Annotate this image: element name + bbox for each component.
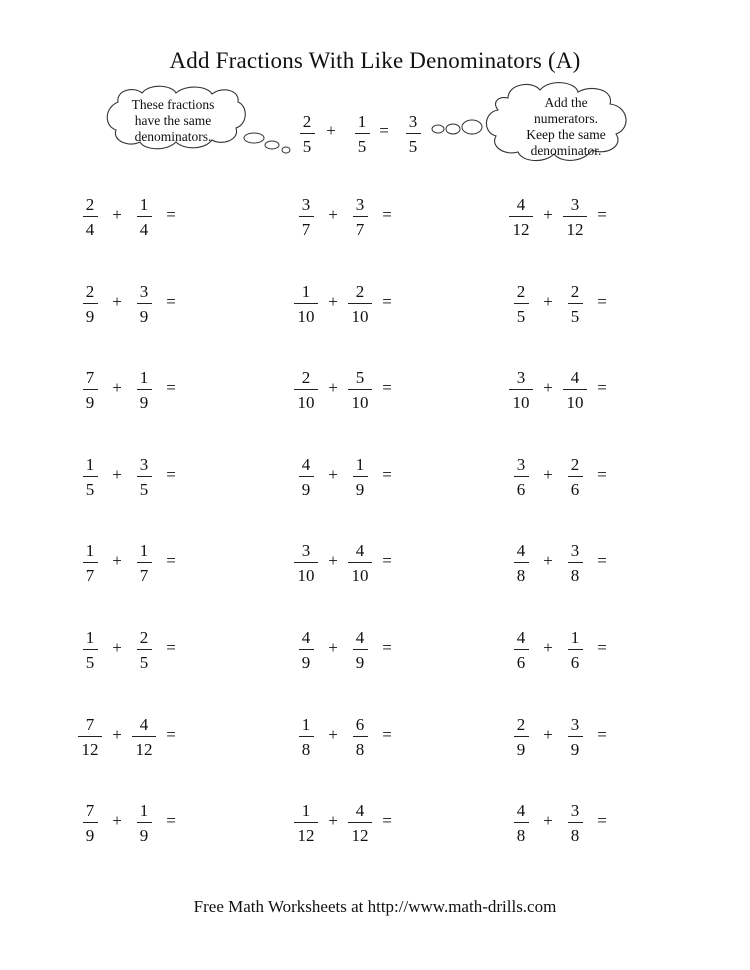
worksheet-title: Add Fractions With Like Denominators (A) (169, 48, 581, 73)
equals-sign: = (382, 205, 392, 224)
denominator: 12 (297, 826, 315, 845)
numerator: 2 (85, 195, 95, 214)
fraction-b (343, 800, 377, 846)
denominator: 6 (516, 653, 526, 672)
fraction-bar (355, 133, 370, 134)
plus-sign: + (112, 725, 122, 744)
denominator: 10 (297, 307, 315, 326)
equals-sign: = (382, 551, 392, 570)
plus-sign: + (543, 725, 553, 744)
numerator: 4 (301, 628, 311, 647)
equals-sign: = (597, 292, 607, 311)
fraction-a (73, 540, 107, 586)
denominator: 12 (351, 826, 369, 845)
equals-sign: = (166, 465, 176, 484)
denominator: 9 (570, 740, 580, 759)
denominator: 5 (302, 137, 312, 156)
fraction-bar (83, 389, 98, 390)
equals-sign: = (166, 811, 176, 830)
numerator: 4 (355, 541, 365, 560)
fraction-bar (299, 649, 314, 650)
equals-sign: = (382, 811, 392, 830)
equals-sign: = (597, 205, 607, 224)
fraction-a (73, 281, 107, 327)
fraction-bar (514, 736, 529, 737)
numerator: 4 (516, 801, 526, 820)
denominator: 9 (301, 480, 311, 499)
fraction-bar (509, 389, 533, 390)
denominator: 7 (139, 566, 149, 585)
fraction-a (73, 454, 107, 500)
denominator: 10 (512, 393, 530, 412)
fraction-bar (568, 822, 583, 823)
numerator: 3 (570, 801, 580, 820)
numerator: 4 (355, 801, 365, 820)
plus-sign: + (112, 551, 122, 570)
fraction-bar (83, 822, 98, 823)
fraction-a (504, 714, 538, 760)
fraction-a (289, 194, 323, 240)
fraction-b (558, 367, 592, 413)
fraction-bar (299, 216, 314, 217)
fraction-b (127, 540, 161, 586)
equals-sign: = (597, 465, 607, 484)
denominator: 9 (85, 826, 95, 845)
denominator: 5 (139, 480, 149, 499)
fraction-b (127, 194, 161, 240)
fraction-a (504, 800, 538, 846)
denominator: 8 (570, 566, 580, 585)
equals-sign: = (379, 121, 389, 140)
denominator: 9 (355, 480, 365, 499)
numerator: 2 (355, 282, 365, 301)
denominator: 8 (516, 566, 526, 585)
denominator: 8 (355, 740, 365, 759)
fraction-bar (137, 476, 152, 477)
denominator: 9 (301, 653, 311, 672)
fraction-a (289, 627, 323, 673)
right-bubble-line: denominator. (530, 143, 602, 158)
plus-sign: + (543, 205, 553, 224)
fraction-bar (299, 736, 314, 737)
denominator: 12 (512, 220, 530, 239)
fraction-bar (568, 562, 583, 563)
fraction-bar (294, 822, 318, 823)
numerator: 4 (570, 368, 580, 387)
denominator: 7 (355, 220, 365, 239)
denominator: 8 (516, 826, 526, 845)
denominator: 9 (355, 653, 365, 672)
numerator: 1 (355, 455, 365, 474)
denominator: 12 (81, 740, 99, 759)
equals-sign: = (382, 378, 392, 397)
numerator: 2 (516, 715, 526, 734)
fraction-a (289, 540, 323, 586)
numerator: 1 (85, 628, 95, 647)
right-bubble-line: Keep the same (526, 127, 606, 142)
fraction-b (343, 627, 377, 673)
equals-sign: = (597, 725, 607, 744)
plus-sign: + (543, 378, 553, 397)
numerator: 2 (516, 282, 526, 301)
fraction-bar (353, 649, 368, 650)
numerator: 1 (570, 628, 580, 647)
numerator: 2 (301, 368, 311, 387)
fraction-a (73, 714, 107, 760)
numerator: 4 (516, 541, 526, 560)
fraction-bar (137, 822, 152, 823)
right-bubble-line: numerators. (533, 111, 599, 126)
equals-sign: = (597, 551, 607, 570)
equals-sign: = (166, 551, 176, 570)
fraction-bar (78, 736, 102, 737)
numerator: 2 (570, 282, 580, 301)
denominator: 6 (570, 653, 580, 672)
numerator: 3 (139, 455, 149, 474)
numerator: 2 (139, 628, 149, 647)
numerator: 3 (301, 195, 311, 214)
fraction-bar (353, 216, 368, 217)
numerator: 1 (85, 541, 95, 560)
numerator: 2 (302, 112, 312, 131)
plus-sign: + (328, 292, 338, 311)
fraction-bar (568, 736, 583, 737)
fraction-b (127, 800, 161, 846)
fraction-a (289, 714, 323, 760)
numerator: 4 (355, 628, 365, 647)
equals-sign: = (597, 811, 607, 830)
fraction-bar (514, 562, 529, 563)
plus-sign: + (543, 551, 553, 570)
plus-sign: + (543, 638, 553, 657)
fraction-b (343, 540, 377, 586)
fraction-b (127, 454, 161, 500)
fraction-bar (406, 133, 421, 134)
plus-sign: + (328, 205, 338, 224)
fraction-b (343, 714, 377, 760)
example-fraction-a (290, 111, 324, 157)
denominator: 7 (301, 220, 311, 239)
fraction-b (343, 367, 377, 413)
numerator: 4 (139, 715, 149, 734)
denominator: 5 (139, 653, 149, 672)
numerator: 7 (85, 368, 95, 387)
numerator: 3 (570, 715, 580, 734)
numerator: 3 (516, 455, 526, 474)
left-bubble-line: These fractions (131, 97, 215, 112)
denominator: 5 (408, 137, 418, 156)
numerator: 3 (570, 541, 580, 560)
numerator: 1 (85, 455, 95, 474)
denominator: 10 (297, 393, 315, 412)
fraction-bar (563, 389, 587, 390)
fraction-bar (137, 216, 152, 217)
denominator: 9 (139, 393, 149, 412)
denominator: 9 (139, 826, 149, 845)
fraction-bar (348, 822, 372, 823)
numerator: 3 (516, 368, 526, 387)
fraction-bar (83, 476, 98, 477)
numerator: 3 (408, 112, 418, 131)
plus-sign: + (543, 811, 553, 830)
numerator: 3 (355, 195, 365, 214)
fraction-b (127, 714, 161, 760)
plus-sign: + (328, 638, 338, 657)
equals-sign: = (166, 292, 176, 311)
fraction-bar (353, 476, 368, 477)
example-fraction-b (345, 111, 379, 157)
equals-sign: = (166, 638, 176, 657)
fraction-a (504, 540, 538, 586)
numerator: 1 (139, 801, 149, 820)
denominator: 10 (351, 566, 369, 585)
plus-sign: + (112, 205, 122, 224)
fraction-b (558, 714, 592, 760)
plus-sign: + (328, 551, 338, 570)
fraction-bar (348, 562, 372, 563)
fraction-bar (514, 476, 529, 477)
fraction-a (289, 800, 323, 846)
numerator: 1 (139, 368, 149, 387)
numerator: 6 (355, 715, 365, 734)
denominator: 10 (351, 393, 369, 412)
fraction-bar (132, 736, 156, 737)
fraction-a (504, 281, 538, 327)
plus-sign: + (112, 378, 122, 397)
fraction-bar (514, 649, 529, 650)
fraction-a (289, 454, 323, 500)
fraction-b (558, 800, 592, 846)
plus-sign: + (112, 638, 122, 657)
example-fraction-result (396, 111, 430, 157)
numerator: 1 (301, 282, 311, 301)
denominator: 7 (85, 566, 95, 585)
fraction-bar (509, 216, 533, 217)
plus-sign: + (328, 725, 338, 744)
numerator: 1 (357, 112, 367, 131)
fraction-b (558, 540, 592, 586)
fraction-bar (353, 736, 368, 737)
fraction-bar (568, 649, 583, 650)
denominator: 6 (516, 480, 526, 499)
plus-sign: + (328, 465, 338, 484)
denominator: 4 (139, 220, 149, 239)
denominator: 9 (85, 307, 95, 326)
fraction-bar (299, 476, 314, 477)
numerator: 1 (301, 715, 311, 734)
fraction-b (127, 627, 161, 673)
fraction-a (504, 194, 538, 240)
fraction-b (558, 454, 592, 500)
denominator: 5 (516, 307, 526, 326)
equals-sign: = (166, 725, 176, 744)
left-bubble-text (110, 97, 236, 145)
fraction-b (127, 367, 161, 413)
equals-sign: = (597, 638, 607, 657)
fraction-bar (137, 562, 152, 563)
denominator: 5 (357, 137, 367, 156)
numerator: 1 (139, 541, 149, 560)
denominator: 12 (135, 740, 153, 759)
equals-sign: = (382, 292, 392, 311)
numerator: 4 (301, 455, 311, 474)
numerator: 2 (570, 455, 580, 474)
denominator: 8 (301, 740, 311, 759)
footer-credit: Free Math Worksheets at http://www.math-drills.com (193, 897, 557, 916)
plus-sign: + (328, 811, 338, 830)
equals-sign: = (166, 378, 176, 397)
denominator: 5 (85, 653, 95, 672)
left-bubble-line: denominators. (134, 129, 212, 144)
fraction-b (558, 627, 592, 673)
fraction-a (289, 281, 323, 327)
fraction-bar (294, 303, 318, 304)
fraction-b (343, 281, 377, 327)
fraction-bar (137, 649, 152, 650)
numerator: 3 (570, 195, 580, 214)
denominator: 10 (351, 307, 369, 326)
fraction-a (73, 627, 107, 673)
plus-sign: + (543, 465, 553, 484)
fraction-bar (83, 649, 98, 650)
denominator: 4 (85, 220, 95, 239)
fraction-bar (348, 389, 372, 390)
numerator: 2 (85, 282, 95, 301)
numerator: 5 (355, 368, 365, 387)
numerator: 1 (301, 801, 311, 820)
plus-sign: + (326, 121, 336, 140)
fraction-bar (294, 389, 318, 390)
denominator: 9 (85, 393, 95, 412)
fraction-bar (83, 562, 98, 563)
fraction-bar (137, 389, 152, 390)
fraction-bar (568, 303, 583, 304)
numerator: 3 (139, 282, 149, 301)
fraction-bar (568, 476, 583, 477)
fraction-bar (514, 822, 529, 823)
numerator: 4 (516, 628, 526, 647)
fraction-a (504, 367, 538, 413)
plus-sign: + (328, 378, 338, 397)
numerator: 1 (139, 195, 149, 214)
right-bubble-text (506, 95, 626, 159)
fraction-bar (514, 303, 529, 304)
fraction-bar (300, 133, 315, 134)
plus-sign: + (543, 292, 553, 311)
numerator: 7 (85, 715, 95, 734)
denominator: 9 (516, 740, 526, 759)
denominator: 5 (570, 307, 580, 326)
equals-sign: = (382, 465, 392, 484)
fraction-b (558, 281, 592, 327)
plus-sign: + (112, 292, 122, 311)
denominator: 6 (570, 480, 580, 499)
denominator: 9 (139, 307, 149, 326)
fraction-a (73, 800, 107, 846)
fraction-a (73, 367, 107, 413)
fraction-a (504, 627, 538, 673)
fraction-a (289, 367, 323, 413)
denominator: 10 (566, 393, 584, 412)
fraction-bar (294, 562, 318, 563)
denominator: 5 (85, 480, 95, 499)
fraction-bar (348, 303, 372, 304)
fraction-bar (83, 303, 98, 304)
fraction-b (558, 194, 592, 240)
fraction-bar (83, 216, 98, 217)
numerator: 7 (85, 801, 95, 820)
numerator: 4 (516, 195, 526, 214)
denominator: 10 (297, 566, 315, 585)
fraction-bar (137, 303, 152, 304)
fraction-b (127, 281, 161, 327)
fraction-a (504, 454, 538, 500)
denominator: 8 (570, 826, 580, 845)
plus-sign: + (112, 811, 122, 830)
left-bubble-line: have the same (134, 113, 212, 128)
denominator: 12 (566, 220, 584, 239)
plus-sign: + (112, 465, 122, 484)
fraction-bar (563, 216, 587, 217)
equals-sign: = (382, 638, 392, 657)
equals-sign: = (382, 725, 392, 744)
equals-sign: = (166, 205, 176, 224)
fraction-b (343, 194, 377, 240)
numerator: 3 (301, 541, 311, 560)
equals-sign: = (597, 378, 607, 397)
fraction-a (73, 194, 107, 240)
right-bubble-line: Add the (544, 95, 588, 110)
fraction-b (343, 454, 377, 500)
